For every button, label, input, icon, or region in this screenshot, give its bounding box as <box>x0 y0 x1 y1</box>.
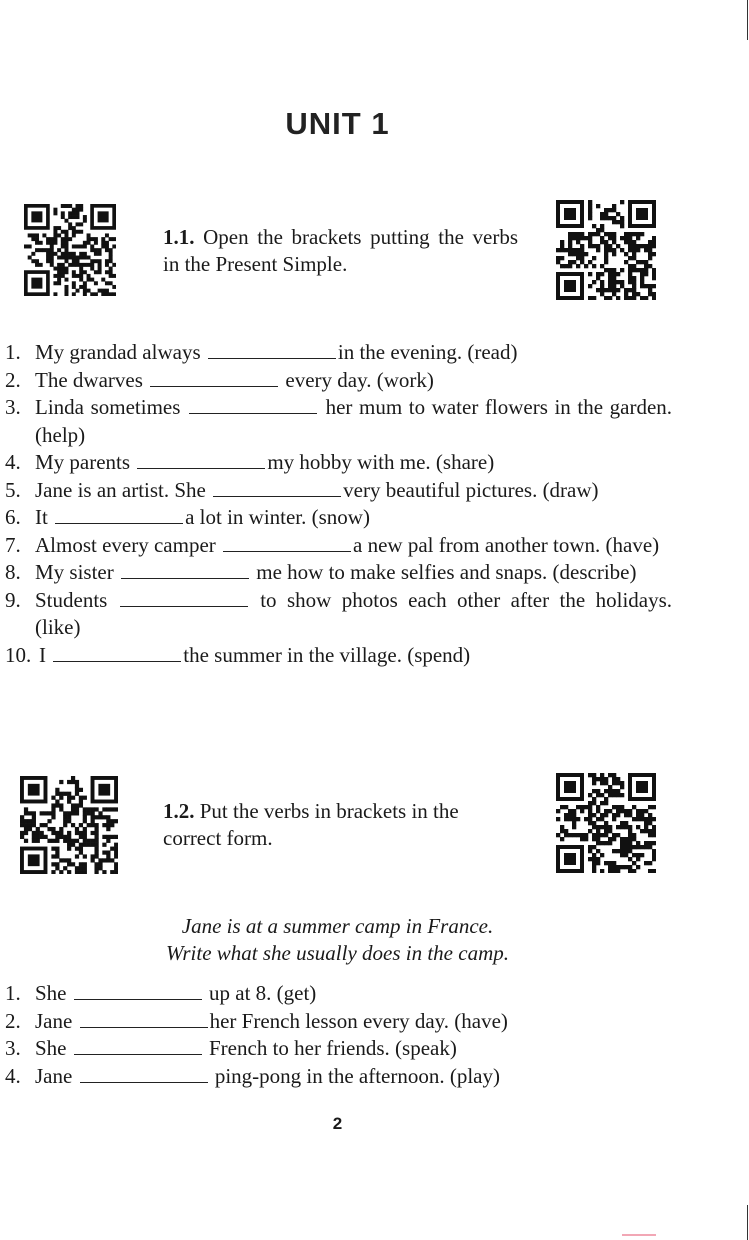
item-text: My grandad always <box>35 340 201 364</box>
qr-code-icon[interactable] <box>20 776 118 874</box>
answer-blank[interactable] <box>150 368 278 387</box>
exercise-1-2-instruction <box>163 798 518 852</box>
item-number: 9. <box>5 587 21 612</box>
print-mark <box>622 1234 656 1236</box>
item-text: her French lesson every day. (have) <box>209 1008 508 1033</box>
item-text: My sister <box>35 560 114 584</box>
item-text: a new pal from another town. (have) <box>353 532 660 557</box>
item-text: Almost every camper <box>35 532 216 557</box>
item-number: 1. <box>5 340 21 364</box>
item-text: very beautiful pictures. (draw) <box>343 477 599 502</box>
item-number: 2. <box>5 367 21 392</box>
item-number: 4. <box>5 450 21 474</box>
item-number: 3. <box>5 395 21 419</box>
item-text: my hobby with me. (share) <box>267 450 495 474</box>
answer-blank[interactable] <box>55 505 183 524</box>
item-number: 7. <box>5 532 21 557</box>
item-number: 2. <box>5 1008 21 1033</box>
answer-blank[interactable] <box>223 533 351 552</box>
item-text: Jane is an artist. She <box>35 477 206 502</box>
exercise-1-1-instruction <box>163 224 518 278</box>
exercise-item <box>5 477 672 505</box>
qr-code-icon[interactable] <box>556 200 656 300</box>
item-text: She <box>35 981 67 1005</box>
item-text: a lot in winter. (snow) <box>185 505 370 529</box>
item-text: me how to make selfies and snaps. (describe) <box>256 560 637 584</box>
item-text: The dwarves <box>35 367 143 392</box>
exercise-item <box>5 394 672 449</box>
item-text: I <box>39 642 46 667</box>
item-number: 1. <box>5 981 21 1005</box>
item-text: Jane <box>35 1008 73 1033</box>
item-number: 5. <box>5 477 21 502</box>
exercise-item <box>5 1063 672 1091</box>
exercise-1-2-list <box>5 980 672 1090</box>
item-text: up at 8. (get) <box>209 981 317 1005</box>
exercise-item <box>5 504 672 532</box>
item-text: Linda sometimes <box>35 395 181 419</box>
answer-blank[interactable] <box>213 478 341 497</box>
item-text: ping-pong in the afternoon. (play) <box>214 1063 500 1088</box>
answer-blank[interactable] <box>80 1009 208 1028</box>
exercise-item <box>5 642 672 670</box>
exercise-item <box>5 339 672 367</box>
answer-blank[interactable] <box>121 560 249 579</box>
item-text: Jane <box>35 1063 73 1088</box>
item-number: 6. <box>5 505 21 529</box>
intro-line: Jane is at a summer camp in France. <box>181 914 494 938</box>
item-number: 4. <box>5 1063 21 1088</box>
answer-blank[interactable] <box>74 981 202 1000</box>
exercise-item <box>5 980 672 1008</box>
item-text: in the evening. (read) <box>337 340 518 364</box>
page-edge-line <box>747 0 748 40</box>
item-text: It <box>35 505 48 529</box>
exercise-instruction: Put the verbs in brackets in the correct form. <box>163 799 459 850</box>
answer-blank[interactable] <box>137 450 265 469</box>
item-text: to show photos each other after the holidays. (like) <box>35 587 673 639</box>
exercise-intro <box>0 913 675 967</box>
item-text: the summer in the village. (spend) <box>183 642 471 667</box>
item-text: My parents <box>35 450 131 474</box>
qr-code-icon[interactable] <box>24 204 116 296</box>
answer-blank[interactable] <box>208 340 336 359</box>
exercise-item <box>5 367 672 395</box>
exercise-item <box>5 532 672 560</box>
item-text: Students <box>35 587 108 612</box>
item-number: 10. <box>5 642 32 667</box>
answer-blank[interactable] <box>189 395 317 414</box>
item-number: 3. <box>5 1036 21 1060</box>
answer-blank[interactable] <box>53 643 181 662</box>
item-text: French to her friends. (speak) <box>209 1036 457 1060</box>
exercise-number: 1.1. <box>163 225 195 249</box>
qr-code-icon[interactable] <box>556 773 656 873</box>
exercise-item <box>5 1035 672 1063</box>
answer-blank[interactable] <box>120 588 248 607</box>
answer-blank[interactable] <box>80 1064 208 1083</box>
page-edge-line <box>747 1205 748 1240</box>
answer-blank[interactable] <box>74 1036 202 1055</box>
exercise-item <box>5 559 672 587</box>
intro-line: Write what she usually does in the camp. <box>166 941 509 965</box>
exercise-instruction: Open the brackets putting the verbs in the Present Simple. <box>163 225 518 276</box>
page-number: 2 <box>332 1114 343 1133</box>
item-text: She <box>35 1036 67 1060</box>
exercise-number: 1.2. <box>163 799 195 823</box>
exercise-item <box>5 587 672 642</box>
exercise-1-1-list <box>5 339 672 669</box>
item-text: every day. (work) <box>285 367 434 392</box>
unit-title: UNIT 1 <box>285 106 390 141</box>
exercise-item <box>5 449 672 477</box>
item-number: 8. <box>5 560 21 584</box>
exercise-item <box>5 1008 672 1036</box>
item-text: her mum to water flowers in the garden. (help) <box>35 395 673 447</box>
